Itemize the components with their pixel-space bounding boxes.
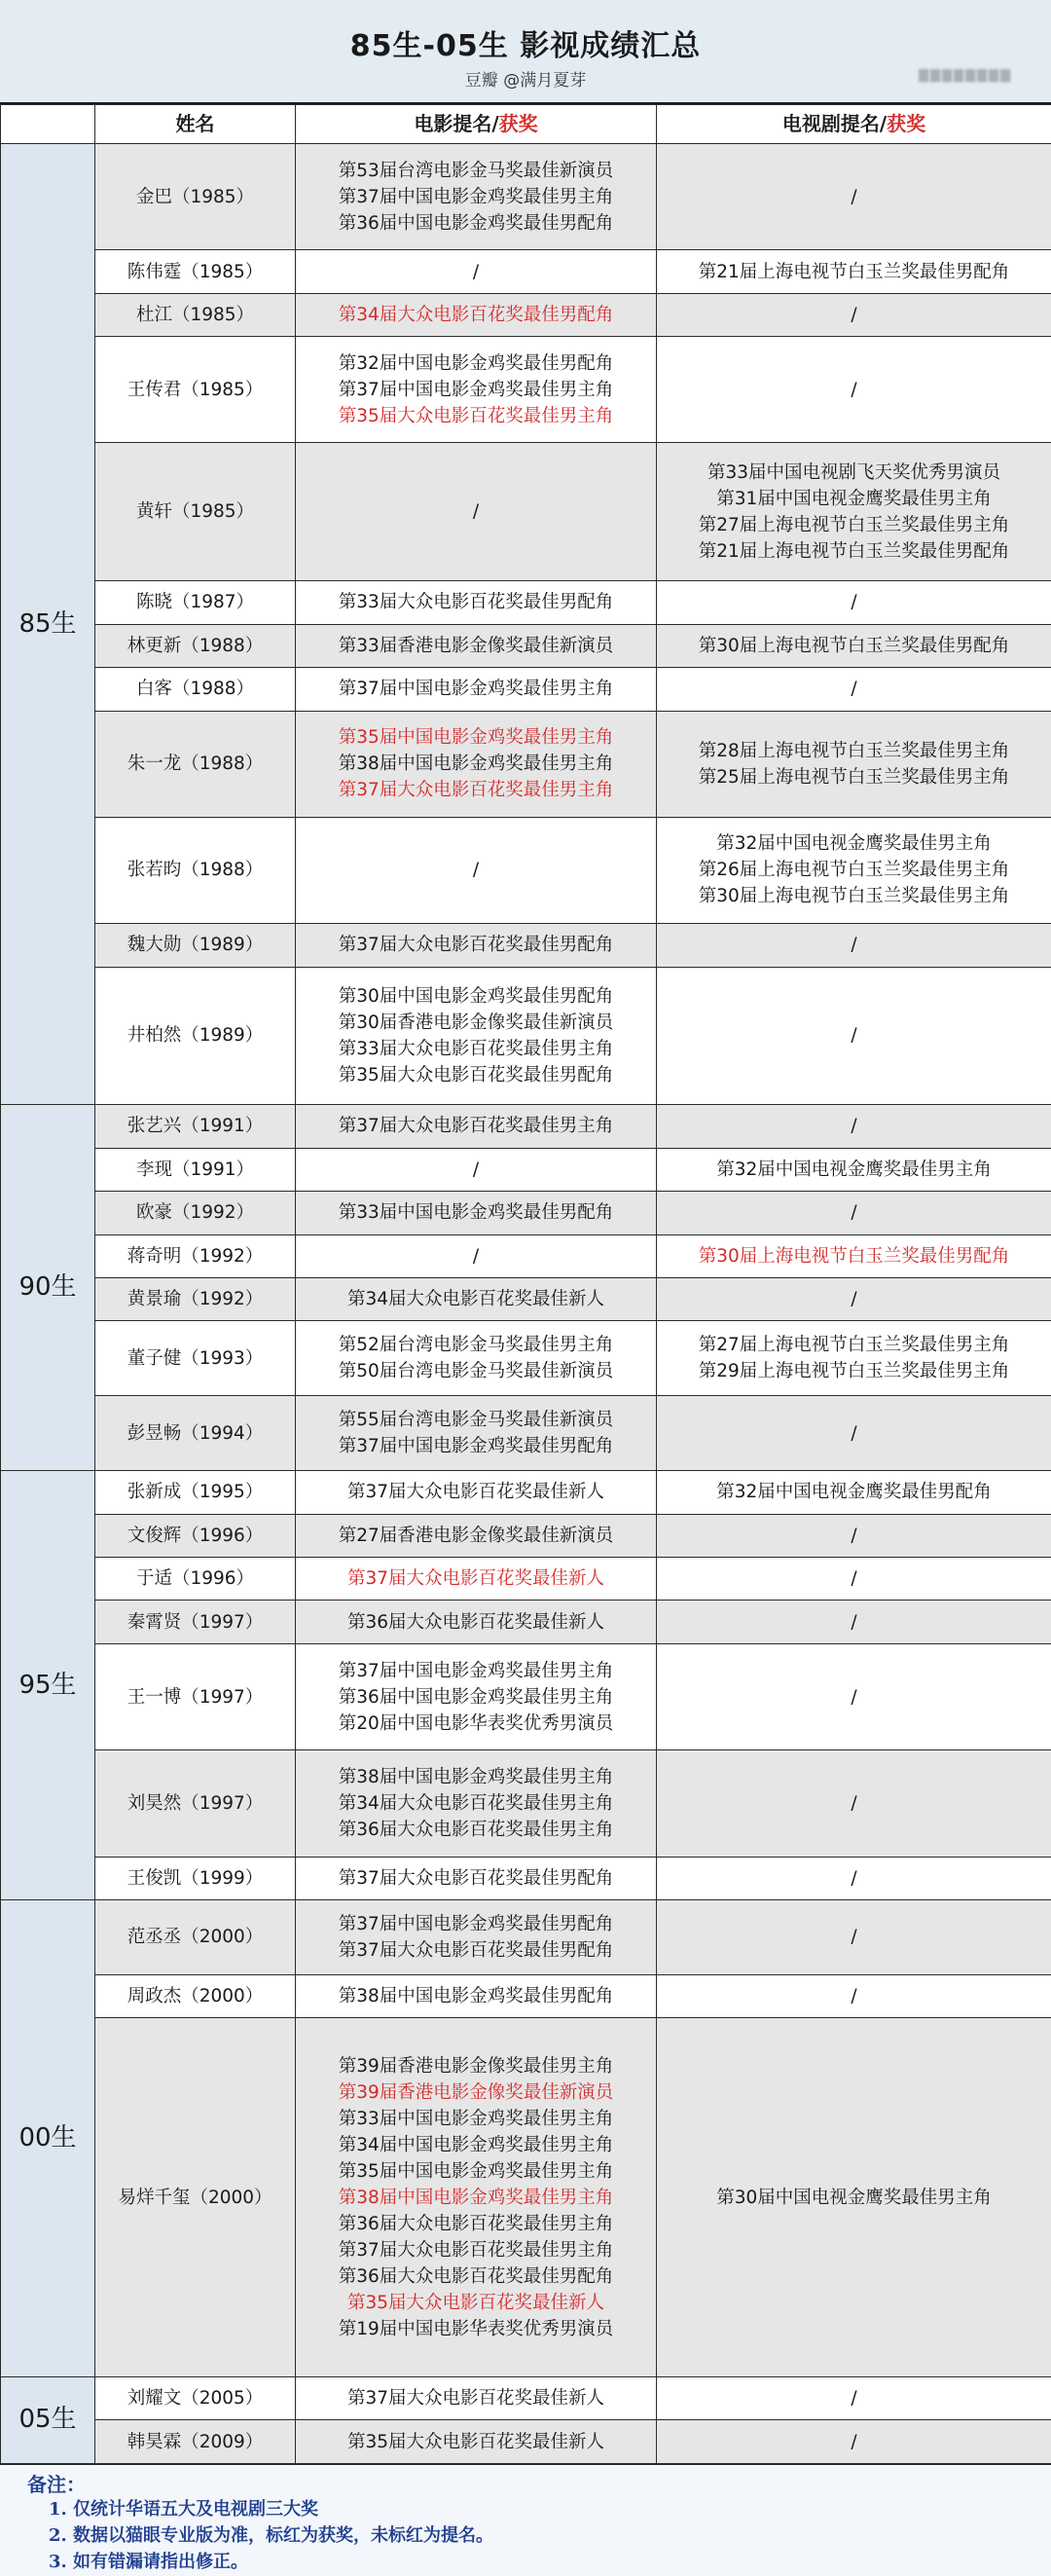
empty-marker: /	[851, 1686, 857, 1708]
award-nomination: 第28届上海电视节白玉兰奖最佳男主角	[698, 740, 1010, 761]
table-row	[1, 1234, 1051, 1277]
page-title: 85生-05生 影视成绩汇总	[349, 29, 702, 63]
film-awards-cell	[296, 1396, 657, 1471]
award-nomination: 第33届中国电影金鸡奖最佳男配角	[338, 1202, 614, 1224]
award-nomination: 第30届中国电影金鸡奖最佳男配角	[338, 985, 614, 1007]
empty-marker: /	[851, 1867, 857, 1889]
film-awards-cell	[296, 1750, 657, 1857]
tv-awards-cell	[657, 624, 1051, 667]
award-nomination: 第37届中国电影金鸡奖最佳男主角	[338, 679, 614, 700]
award-nomination: 第34届大众电影百花奖最佳新人	[346, 1289, 605, 1310]
award-nomination: 第33届大众电影百花奖最佳男配角	[338, 592, 614, 613]
tv-awards-cell	[657, 1857, 1051, 1899]
actor-name: 彭昱畅（1994）	[95, 1396, 296, 1471]
tv-awards-cell	[657, 2376, 1051, 2419]
award-nomination: 第37届大众电影百花奖最佳男配角	[338, 1939, 614, 1961]
film-awards-cell	[296, 293, 657, 336]
actor-name: 欧豪（1992）	[95, 1192, 296, 1234]
table-row	[1, 2376, 1051, 2419]
award-win: 第37届大众电影百花奖最佳男主角	[338, 780, 614, 801]
award-nomination: 第37届大众电影百花奖最佳新人	[346, 1482, 605, 1503]
award-nomination: 第33届大众电影百花奖最佳男主角	[338, 1038, 614, 1059]
actor-name: 金巴（1985）	[95, 144, 296, 250]
table-header-row	[1, 105, 1051, 144]
note-item: 2. 数据以猫眼专业版为准，标红为获奖，未标红为提名。	[49, 2525, 494, 2546]
award-nomination: 第35届大众电影百花奖最佳新人	[346, 2431, 605, 2452]
award-nomination: 第32届中国电影金鸡奖最佳男配角	[338, 352, 614, 374]
actor-name: 易烊千玺（2000）	[95, 2018, 296, 2377]
generation-label: 90生	[1, 1105, 95, 1471]
film-awards-cell	[296, 1601, 657, 1643]
award-nomination: 第33届中国电视剧飞天奖优秀男演员	[707, 461, 1001, 483]
film-awards-cell	[296, 1192, 657, 1234]
film-awards-cell	[296, 1105, 657, 1148]
actor-name: 蒋奇明（1992）	[95, 1234, 296, 1277]
tv-awards-cell	[657, 1192, 1051, 1234]
award-nomination: 第37届大众电影百花奖最佳男主角	[338, 2239, 614, 2261]
award-nomination: 第37届大众电影百花奖最佳男配角	[338, 1867, 614, 1889]
award-nomination: 第32届中国电视金鹰奖最佳男配角	[716, 1482, 992, 1503]
award-nomination: 第37届中国电影金鸡奖最佳男主角	[338, 379, 614, 400]
empty-marker: /	[851, 1927, 857, 1948]
film-awards-cell	[296, 581, 657, 624]
table-row	[1, 1750, 1051, 1857]
award-win: 第38届中国电影金鸡奖最佳男主角	[338, 2187, 614, 2208]
table-row	[1, 1148, 1051, 1191]
award-nomination: 第26届上海电视节白玉兰奖最佳男主角	[698, 860, 1010, 881]
tv-awards-cell	[657, 2018, 1051, 2377]
actor-name: 韩昊霖（2009）	[95, 2420, 296, 2464]
empty-marker: /	[851, 379, 857, 400]
film-awards-cell	[296, 1278, 657, 1321]
award-nomination: 第19届中国电影华表奖优秀男演员	[338, 2318, 614, 2339]
award-nomination: 第53届台湾电影金马奖最佳新演员	[338, 160, 614, 181]
actor-name: 黄轩（1985）	[95, 443, 296, 581]
award-nomination: 第30届中国电视金鹰奖最佳男主角	[716, 2187, 992, 2208]
award-nomination: 第30届上海电视节白玉兰奖最佳男配角	[698, 635, 1010, 656]
actor-name: 王传君（1985）	[95, 337, 296, 443]
film-awards-cell	[296, 1234, 657, 1277]
award-nomination: 第25届上海电视节白玉兰奖最佳男主角	[698, 766, 1010, 788]
tv-awards-cell	[657, 443, 1051, 581]
table-row	[1, 144, 1051, 250]
table-row	[1, 1643, 1051, 1749]
award-nomination: 第37届中国电影金鸡奖最佳男配角	[338, 1913, 614, 1934]
awards-table	[0, 104, 1051, 2464]
actor-name: 秦霄贤（1997）	[95, 1601, 296, 1643]
award-nomination: 第32届中国电视金鹰奖最佳男主角	[716, 1159, 992, 1180]
film-awards-cell	[296, 1514, 657, 1557]
generation-label: 00生	[1, 1899, 95, 2376]
award-nomination: 第21届上海电视节白玉兰奖最佳男配角	[698, 261, 1010, 282]
actor-name: 于适（1996）	[95, 1558, 296, 1601]
table-row	[1, 1192, 1051, 1234]
award-nomination: 第38届中国电影金鸡奖最佳男主角	[338, 1766, 614, 1787]
film-awards-cell	[296, 668, 657, 711]
film-awards-cell	[296, 1558, 657, 1601]
award-nomination: 第55届台湾电影金马奖最佳新演员	[338, 1410, 614, 1431]
film-awards-cell	[296, 337, 657, 443]
tv-awards-cell	[657, 144, 1051, 250]
award-nomination: 第38届中国电影金鸡奖最佳男配角	[338, 1986, 614, 2007]
actor-name: 张艺兴（1991）	[95, 1105, 296, 1148]
generation-label: 85生	[1, 144, 95, 1105]
actor-name: 范丞丞（2000）	[95, 1899, 296, 1974]
tv-awards-cell	[657, 293, 1051, 336]
empty-marker: /	[472, 501, 480, 523]
tv-awards-cell	[657, 1601, 1051, 1643]
empty-marker: /	[851, 1986, 857, 2007]
header-corner	[1, 105, 95, 144]
table-row	[1, 624, 1051, 667]
award-nomination: 第50届台湾电影金马奖最佳新演员	[338, 1361, 614, 1382]
table-row	[1, 1514, 1051, 1557]
empty-marker: /	[472, 261, 480, 282]
table-row	[1, 443, 1051, 581]
award-nomination: 第21届上海电视节白玉兰奖最佳男配角	[698, 540, 1010, 562]
tv-awards-cell	[657, 1471, 1051, 1514]
empty-marker: /	[472, 1159, 480, 1180]
watermark: ▇▇▇▇▇▇▇▇	[919, 68, 1012, 83]
tv-awards-cell	[657, 1148, 1051, 1191]
empty-marker: /	[851, 1568, 857, 1590]
actor-name: 陈伟霆（1985）	[95, 250, 296, 293]
table-row	[1, 817, 1051, 923]
table-row	[1, 1321, 1051, 1396]
actor-name: 张新成（1995）	[95, 1471, 296, 1514]
film-awards-cell	[296, 1643, 657, 1749]
actor-name: 魏大勋（1989）	[95, 924, 296, 967]
generation-label: 95生	[1, 1471, 95, 1900]
table-row	[1, 293, 1051, 336]
actor-name: 陈晓（1987）	[95, 581, 296, 624]
note-item: 1. 仅统计华语五大及电视剧三大奖	[49, 2499, 319, 2520]
author-credit: 豆瓣 @满月夏芽	[464, 71, 587, 91]
film-awards-cell	[296, 2420, 657, 2464]
award-nomination: 第20届中国电影华表奖优秀男演员	[338, 1712, 614, 1734]
notes-list	[49, 2496, 493, 2575]
award-nomination: 第30届上海电视节白玉兰奖最佳男主角	[698, 886, 1010, 907]
tv-awards-cell	[657, 924, 1051, 967]
award-nomination: 第37届大众电影百花奖最佳男主角	[338, 1116, 614, 1137]
table-row	[1, 1278, 1051, 1321]
empty-marker: /	[851, 1116, 857, 1137]
film-awards-cell	[296, 443, 657, 581]
award-nomination: 第52届台湾电影金马奖最佳男主角	[338, 1335, 614, 1356]
actor-name: 刘耀文（2005）	[95, 2376, 296, 2419]
note-item: 3. 如有错漏请指出修正。	[49, 2552, 249, 2572]
award-nomination: 第36届中国电影金鸡奖最佳男配角	[338, 212, 614, 234]
film-awards-cell	[296, 967, 657, 1105]
tv-awards-cell	[657, 1278, 1051, 1321]
award-nomination: 第37届大众电影百花奖最佳男配角	[338, 935, 614, 956]
actor-name: 杜江（1985）	[95, 293, 296, 336]
tv-awards-cell	[657, 1321, 1051, 1396]
tv-awards-cell	[657, 337, 1051, 443]
actor-name: 林更新（1988）	[95, 624, 296, 667]
tv-header-win: 获奖	[887, 112, 926, 135]
table-row	[1, 668, 1051, 711]
empty-marker: /	[851, 2388, 857, 2410]
actor-name: 李现（1991）	[95, 1148, 296, 1191]
empty-marker: /	[851, 1611, 857, 1633]
empty-marker: /	[472, 1245, 480, 1267]
table-row	[1, 337, 1051, 443]
column-header-film	[296, 105, 657, 144]
award-nomination: 第30届香港电影金像奖最佳新演员	[338, 1012, 614, 1033]
award-nomination: 第35届大众电影百花奖最佳男配角	[338, 1064, 614, 1086]
actor-name: 张若昀（1988）	[95, 817, 296, 923]
award-nomination: 第37届中国电影金鸡奖最佳男主角	[338, 1660, 614, 1681]
tv-awards-cell	[657, 817, 1051, 923]
table-row	[1, 1105, 1051, 1148]
tv-awards-cell	[657, 250, 1051, 293]
tv-awards-cell	[657, 668, 1051, 711]
award-win: 第35届中国电影金鸡奖最佳男主角	[338, 727, 614, 749]
tv-awards-cell	[657, 1899, 1051, 1974]
empty-marker: /	[851, 2431, 857, 2452]
award-nomination: 第37届中国电影金鸡奖最佳男主角	[338, 186, 614, 207]
film-awards-cell	[296, 1974, 657, 2017]
award-nomination: 第31届中国电视金鹰奖最佳男主角	[716, 488, 992, 509]
award-nomination: 第36届大众电影百花奖最佳男配角	[338, 2265, 614, 2287]
empty-marker: /	[851, 1422, 857, 1444]
award-win: 第30届上海电视节白玉兰奖最佳男配角	[698, 1245, 1010, 1267]
actor-name: 周政杰（2000）	[95, 1974, 296, 2017]
award-win: 第35届大众电影百花奖最佳男主角	[338, 405, 614, 426]
award-nomination: 第38届中国电影金鸡奖最佳男主角	[338, 754, 614, 775]
award-nomination: 第27届上海电视节白玉兰奖最佳男主角	[698, 1335, 1010, 1356]
film-awards-cell	[296, 1471, 657, 1514]
table-row	[1, 250, 1051, 293]
table-row	[1, 711, 1051, 817]
film-awards-cell	[296, 2376, 657, 2419]
table-row	[1, 2420, 1051, 2464]
table-row	[1, 1974, 1051, 2017]
film-awards-cell	[296, 817, 657, 923]
empty-marker: /	[851, 186, 857, 207]
actor-name: 王一博（1997）	[95, 1643, 296, 1749]
generation-label: 05生	[1, 2376, 95, 2463]
table-row	[1, 1396, 1051, 1471]
award-nomination: 第33届香港电影金像奖最佳新演员	[338, 635, 614, 656]
award-win: 第34届大众电影百花奖最佳男配角	[338, 304, 614, 325]
table-row	[1, 967, 1051, 1105]
table-row	[1, 1601, 1051, 1643]
notes-panel	[0, 2464, 1051, 2576]
film-awards-cell	[296, 2018, 657, 2377]
actor-name: 文俊辉（1996）	[95, 1514, 296, 1557]
empty-marker: /	[472, 860, 480, 881]
empty-marker: /	[851, 1792, 857, 1814]
film-awards-cell	[296, 711, 657, 817]
column-header-tv	[657, 105, 1051, 144]
actor-name: 白客（1988）	[95, 668, 296, 711]
empty-marker: /	[851, 1025, 857, 1047]
award-nomination: 第36届大众电影百花奖最佳新人	[346, 1611, 605, 1633]
empty-marker: /	[851, 304, 857, 325]
film-awards-cell	[296, 1148, 657, 1191]
award-win: 第35届大众电影百花奖最佳新人	[346, 2292, 605, 2313]
actor-name: 黄景瑜（1992）	[95, 1278, 296, 1321]
film-awards-cell	[296, 250, 657, 293]
empty-marker: /	[851, 592, 857, 613]
award-nomination: 第35届中国电影金鸡奖最佳男主角	[338, 2160, 614, 2182]
award-nomination: 第27届上海电视节白玉兰奖最佳男主角	[698, 514, 1010, 535]
award-nomination: 第36届中国电影金鸡奖最佳男主角	[338, 1686, 614, 1708]
empty-marker: /	[851, 1289, 857, 1310]
award-win: 第37届大众电影百花奖最佳新人	[346, 1568, 605, 1590]
table-body	[1, 144, 1051, 2464]
film-header-label: 电影提名/	[414, 112, 499, 135]
tv-awards-cell	[657, 1643, 1051, 1749]
film-awards-cell	[296, 924, 657, 967]
actor-name: 刘昊然（1997）	[95, 1750, 296, 1857]
empty-marker: /	[851, 1202, 857, 1224]
award-nomination: 第36届大众电影百花奖最佳男主角	[338, 1819, 614, 1840]
tv-awards-cell	[657, 1974, 1051, 2017]
empty-marker: /	[851, 1525, 857, 1546]
film-awards-cell	[296, 1899, 657, 1974]
table-row	[1, 2018, 1051, 2377]
table-row	[1, 581, 1051, 624]
table-row	[1, 924, 1051, 967]
actor-name: 朱一龙（1988）	[95, 711, 296, 817]
film-awards-cell	[296, 1857, 657, 1899]
award-nomination: 第34届中国电影金鸡奖最佳男主角	[338, 2134, 614, 2155]
award-nomination: 第34届大众电影百花奖最佳男主角	[338, 1792, 614, 1814]
tv-awards-cell	[657, 711, 1051, 817]
tv-awards-cell	[657, 967, 1051, 1105]
actor-name: 井柏然（1989）	[95, 967, 296, 1105]
table-row	[1, 1558, 1051, 1601]
award-nomination: 第37届大众电影百花奖最佳新人	[346, 2388, 605, 2410]
award-nomination: 第36届大众电影百花奖最佳男主角	[338, 2213, 614, 2234]
table-row	[1, 1899, 1051, 1974]
actor-name: 董子健（1993）	[95, 1321, 296, 1396]
tv-awards-cell	[657, 1396, 1051, 1471]
award-nomination: 第32届中国电视金鹰奖最佳男主角	[716, 833, 992, 855]
award-nomination: 第29届上海电视节白玉兰奖最佳男主角	[698, 1361, 1010, 1382]
tv-awards-cell	[657, 1750, 1051, 1857]
film-awards-cell	[296, 1321, 657, 1396]
tv-awards-cell	[657, 2420, 1051, 2464]
empty-marker: /	[851, 935, 857, 956]
award-win: 第39届香港电影金像奖最佳新演员	[338, 2081, 614, 2103]
award-nomination: 第27届香港电影金像奖最佳新演员	[338, 1525, 614, 1546]
tv-awards-cell	[657, 1234, 1051, 1277]
film-awards-cell	[296, 144, 657, 250]
notes-title: 备注：	[27, 2473, 86, 2496]
tv-awards-cell	[657, 1105, 1051, 1148]
table-row	[1, 1857, 1051, 1899]
award-nomination: 第39届香港电影金像奖最佳男主角	[338, 2055, 614, 2077]
header	[0, 0, 1051, 104]
table-row	[1, 1471, 1051, 1514]
award-nomination: 第37届中国电影金鸡奖最佳男配角	[338, 1436, 614, 1457]
tv-awards-cell	[657, 581, 1051, 624]
film-header-win: 获奖	[498, 112, 538, 135]
tv-header-label: 电视剧提名/	[781, 112, 888, 135]
actor-name: 王俊凯（1999）	[95, 1857, 296, 1899]
empty-marker: /	[851, 679, 857, 700]
tv-awards-cell	[657, 1558, 1051, 1601]
tv-awards-cell	[657, 1514, 1051, 1557]
award-nomination: 第33届中国电影金鸡奖最佳男主角	[338, 2108, 614, 2129]
column-header-name: 姓名	[95, 105, 296, 144]
film-awards-cell	[296, 624, 657, 667]
